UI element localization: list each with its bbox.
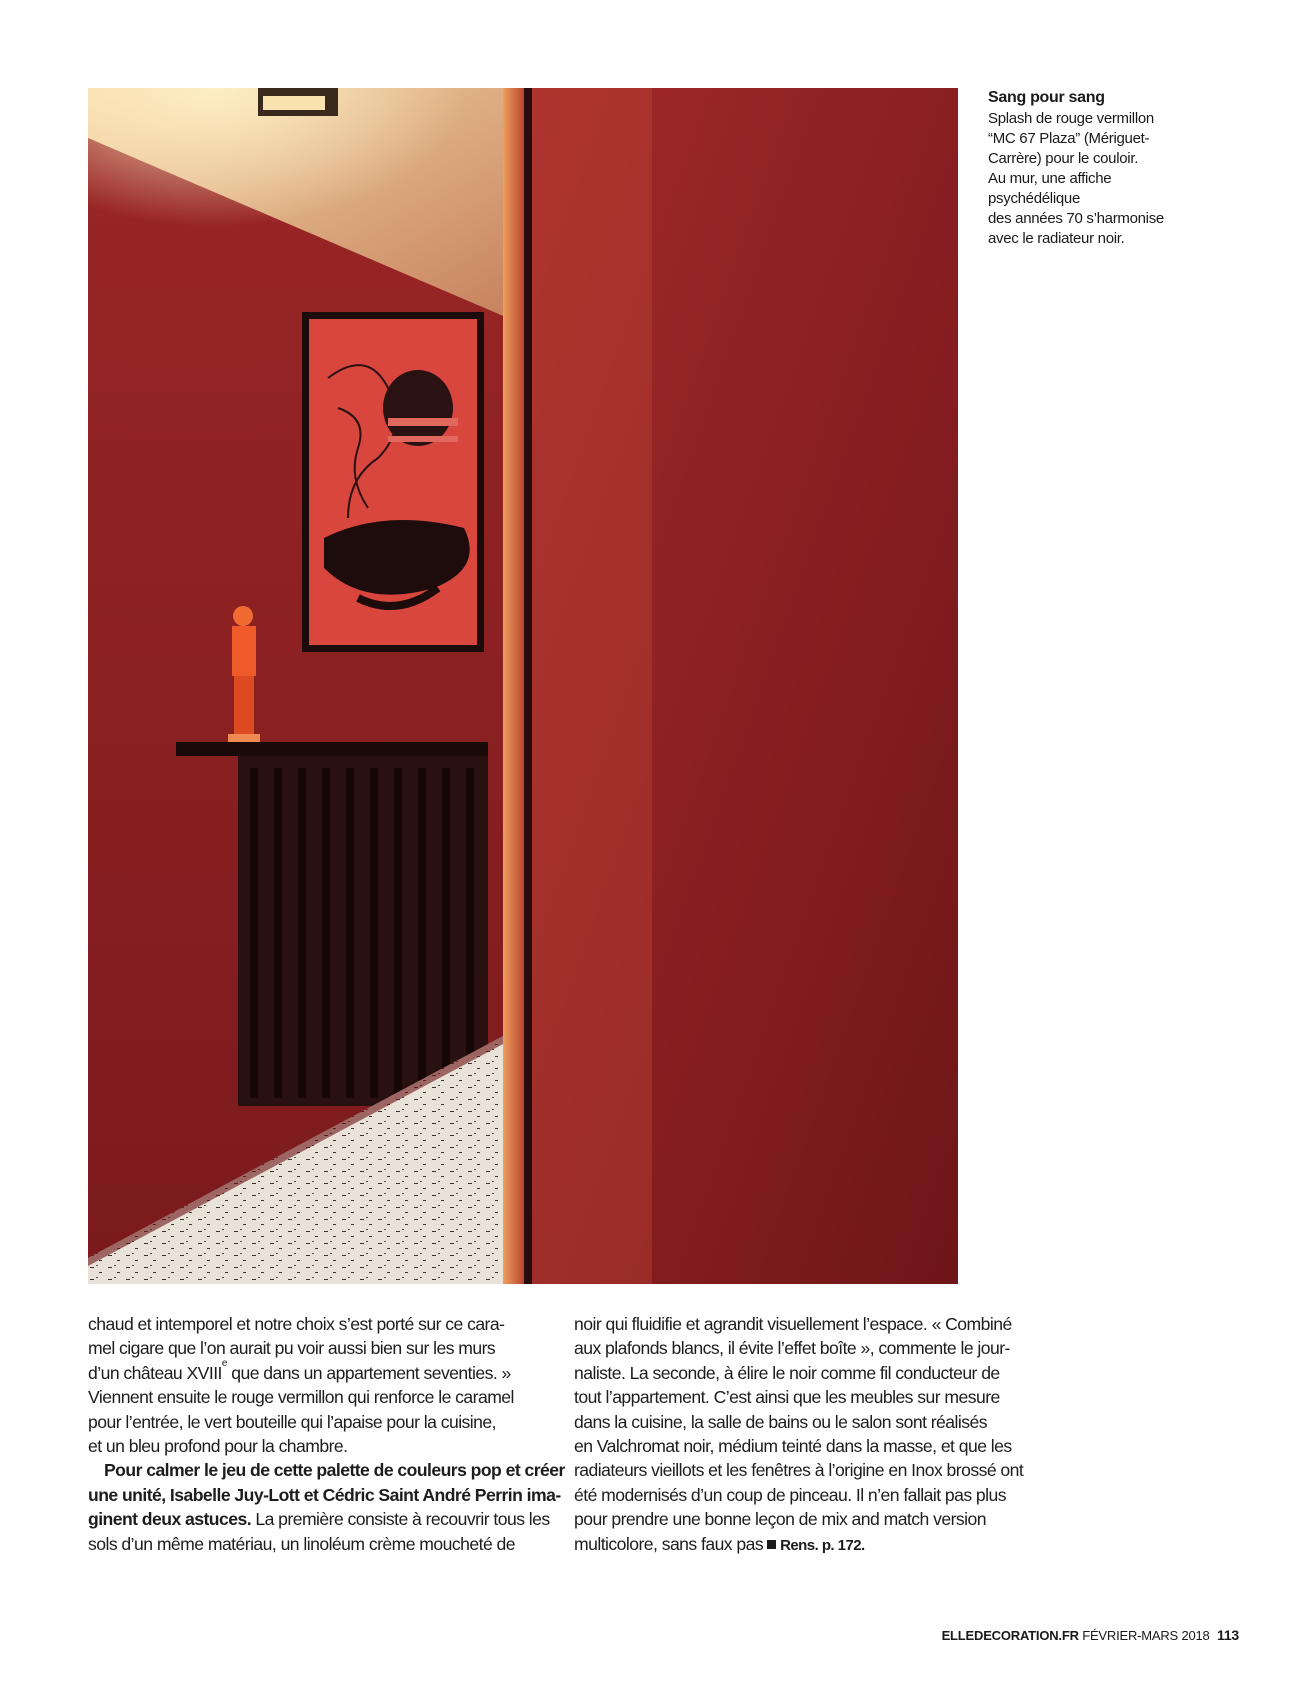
text-segment: multicolore, sans faux pas xyxy=(574,1533,764,1554)
text-line: Viennent ensuite le rouge vermillon qui renforce le caramel xyxy=(88,1387,514,1408)
text-line: chaud et intemporel et notre choix s’est porté sur ce cara- xyxy=(88,1314,505,1334)
psychedelic-poster xyxy=(302,312,484,652)
caption-line: Au mur, une affiche xyxy=(988,170,1112,187)
text-line: tout l’appartement. C’est ainsi que les meubles sur mesure xyxy=(574,1387,1000,1408)
radiator-shelf xyxy=(176,742,488,756)
caption-title: Sang pour sang xyxy=(988,89,1105,106)
caption-line: Carrère) pour le couloir. xyxy=(988,150,1139,167)
text-line: dans la cuisine, la salle de bains ou le salon sont réalisés xyxy=(574,1411,987,1432)
text-line-bold: une unité, Isabelle Juy-Lott et Cédric Saint André Perrin ima- xyxy=(88,1484,561,1505)
article-column-right xyxy=(574,1312,1040,1558)
caption-line: avec le radiateur noir. xyxy=(988,230,1125,247)
end-mark-icon xyxy=(767,1540,776,1549)
text-segment-bold: ginent deux astuces. xyxy=(88,1509,252,1530)
page-number: 113 xyxy=(1217,1627,1239,1643)
superscript: e xyxy=(221,1357,227,1369)
text-segment: La première consiste à recouvrir tous les xyxy=(251,1509,550,1530)
caption-line: des années 70 s’harmonise xyxy=(988,210,1164,227)
text-line xyxy=(88,1357,558,1385)
text-line: pour prendre une bonne leçon de mix and match version xyxy=(574,1509,986,1530)
text-segment: que dans un appartement seventies. » xyxy=(226,1362,511,1383)
text-line: noir qui fluidifie et agrandit visuellement l’espace. « Combiné xyxy=(574,1314,1012,1334)
radiator xyxy=(238,756,488,1106)
footer-issue: FÉVRIER-MARS 2018 xyxy=(1082,1628,1210,1643)
text-line xyxy=(88,1507,558,1531)
text-line: aux plafonds blancs, il évite l’effet boîte », commente le jour- xyxy=(574,1338,1010,1359)
footer-site: ELLEDECORATION.FR xyxy=(941,1628,1079,1643)
photo-caption xyxy=(988,88,1228,249)
text-line: et un bleu profond pour la chambre. xyxy=(88,1436,348,1457)
text-line: été modernisés d’un coup de pinceau. Il n’en fallait pas plus xyxy=(574,1484,1007,1505)
text-line: sols d’un même matériau, un linoléum crème moucheté de xyxy=(88,1533,515,1554)
caption-line: Splash de rouge vermillon xyxy=(988,110,1154,127)
text-line: radiateurs vieillots et les fenêtres à l’origine en Inox brossé ont xyxy=(574,1460,1024,1481)
text-line-bold: Pour calmer le jeu de cette palette de couleurs pop et créer xyxy=(104,1460,565,1481)
page-footer xyxy=(942,1627,1239,1643)
text-line xyxy=(574,1532,1040,1558)
article-column-left xyxy=(88,1312,565,1556)
text-segment: d’un château XVIII xyxy=(88,1362,222,1383)
text-line: mel cigare que l’on aurait pu voir aussi bien sur les murs xyxy=(88,1338,496,1359)
caption-line: “MC 67 Plaza” (Mériguet- xyxy=(988,130,1150,147)
references-note: Rens. p. 172. xyxy=(780,1536,865,1554)
text-line: pour l’entrée, le vert bouteille qui l’apaise pour la cuisine, xyxy=(88,1411,496,1432)
text-line: naliste. La seconde, à élire le noir comme fil conducteur de xyxy=(574,1362,1000,1383)
text-line: en Valchromat noir, médium teinté dans la masse, et que les xyxy=(574,1436,1012,1457)
caption-line: psychédélique xyxy=(988,190,1081,207)
hallway-photo xyxy=(88,88,958,1284)
